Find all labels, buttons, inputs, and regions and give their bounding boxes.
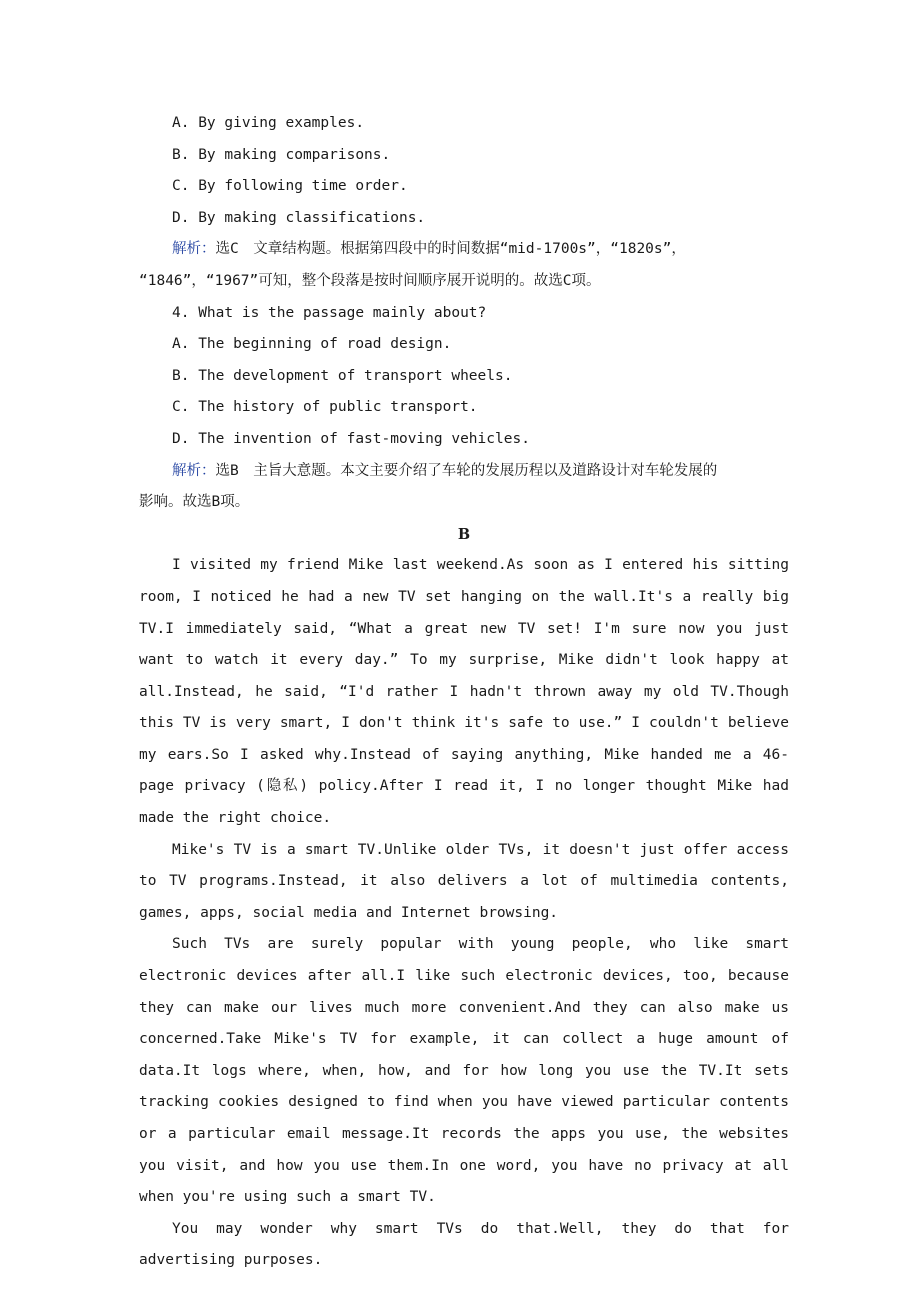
q3-analysis-line1: [139, 234, 789, 266]
passage-paragraph-2: Mike's TV is a smart TV.Unlike older TVs, it doesn't just offer access to TV programs.Instead, it also delivers a lot of multimedia contents, games, apps, social media and Internet browsing.: [139, 841, 789, 921]
q3-option-c: C. By following time order.: [172, 178, 408, 195]
q4-analysis-line1: [139, 456, 789, 488]
q4-option-b: B. The development of transport wheels.: [172, 367, 513, 384]
q4-analysis-text1: 选B 主旨大意题。本文主要介绍了车轮的发展历程以及道路设计对车轮发展的: [215, 462, 718, 479]
section-heading: B: [457, 525, 471, 543]
passage-paragraph-1: I visited my friend Mike last weekend.As soon as I entered his sitting room, I noticed he had a new TV set hanging on the wall.It's a really big TV.I immediately said, “What a great new TV set! I'm sure now you just want to watch it every day.” To my surprise, Mike didn't look happy at all.Instead, he said, “I'd rather I hadn't thrown away my old TV.Though this TV is very smart, I don't think it's safe to use.” I couldn't believe my ears.So I asked why.Instead of saying anything, Mike handed me a 46-page privacy (隐私) policy.After I read it, I no longer thought Mike had made the right choice.: [139, 557, 789, 827]
q4-question: 4. What is the passage mainly about?: [172, 304, 487, 321]
q4-option-d: D. The invention of fast-moving vehicles.: [172, 430, 530, 447]
q3-analysis-text1: 选C 文章结构题。根据第四段中的时间数据“mid-1700s”，“1820s”，: [215, 241, 686, 258]
q3-analysis-line2: “1846”，“1967”可知，整个段落是按时间顺序展开说明的。故选C项。: [139, 272, 601, 289]
q3-option-d: D. By making classifications.: [172, 209, 426, 226]
passage-paragraph-3: Such TVs are surely popular with young people, who like smart electronic devices after all.I like such electronic devices, too, because they can make our lives much more convenient.And they can also make us concerned.Take Mike's TV for example, it can collect a huge amount of data.It logs where, when, how, and for how long you use the TV.It sets tracking cookies designed to find when you have viewed particular contents or a particular email message.It records the apps you use, the websites you visit, and how you use them.In one word, you have no privacy at all when you're using such a smart TV.: [139, 936, 789, 1206]
document-page: [139, 108, 789, 1277]
analysis-label: 解析：: [172, 241, 216, 258]
q4-option-a: A. The beginning of road design.: [172, 336, 452, 353]
q3-option-b: B. By making comparisons.: [172, 146, 391, 163]
q3-option-a: A. By giving examples.: [172, 115, 365, 131]
analysis-label: 解析：: [172, 462, 216, 479]
q4-option-c: C. The history of public transport.: [172, 399, 478, 416]
q4-analysis-line2: 影响。故选B项。: [139, 494, 250, 511]
passage-paragraph-4: You may wonder why smart TVs do that.Well, they do that for advertising purposes.: [139, 1220, 789, 1269]
